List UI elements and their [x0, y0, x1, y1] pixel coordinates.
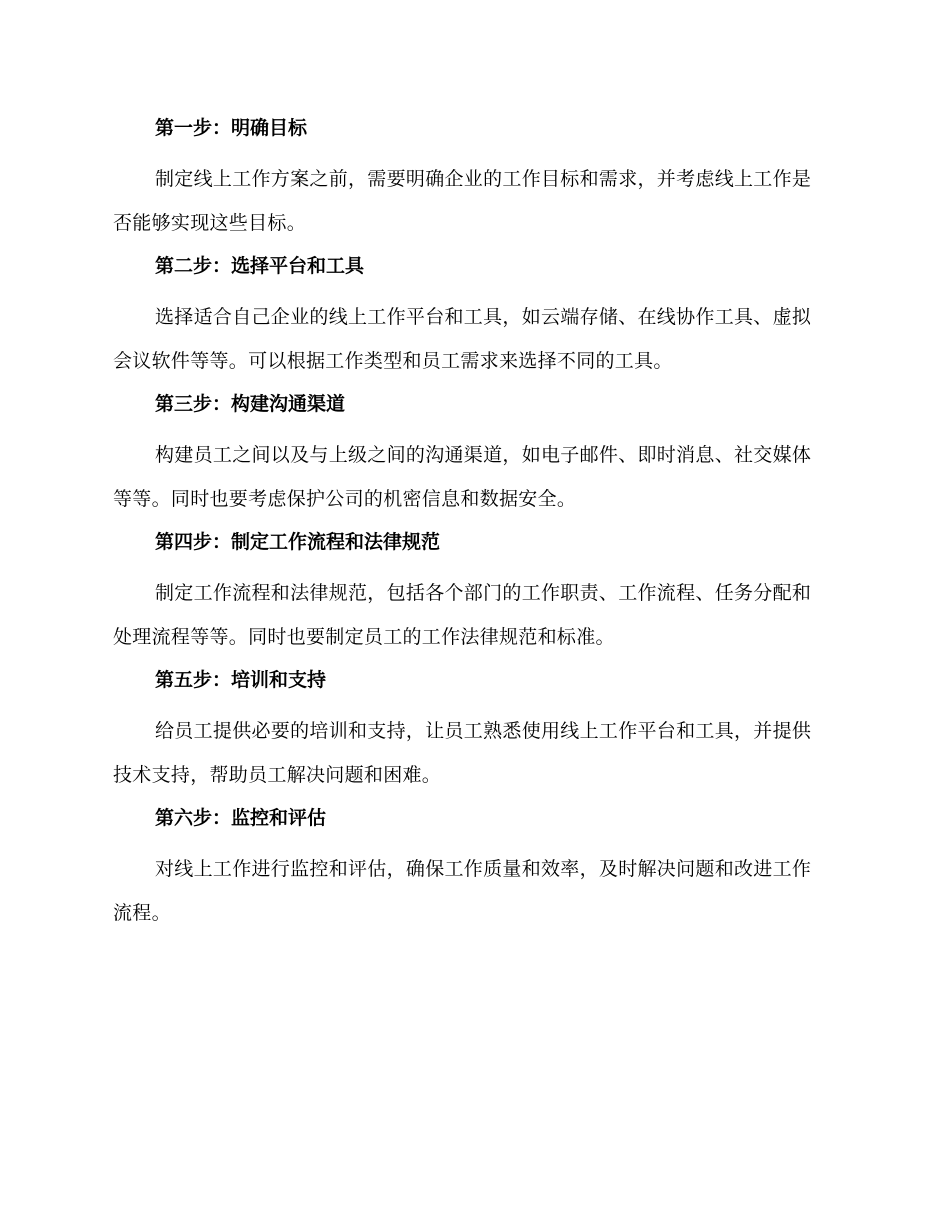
step-heading: 第五步：培训和支持	[155, 669, 327, 691]
step-section-4	[113, 527, 830, 659]
step-paragraph: 构建员工之间以及与上级之间的沟通渠道，如电子邮件、即时消息、社交媒体等等。同时也要考虑保护公司的机密信息和数据安全。	[113, 444, 812, 510]
step-section-3	[113, 389, 830, 521]
step-heading: 第四步：制定工作流程和法律规范	[155, 531, 441, 553]
step-heading: 第一步：明确目标	[155, 117, 308, 139]
step-heading: 第六步：监控和评估	[155, 807, 327, 829]
step-paragraph: 制定线上工作方案之前，需要明确企业的工作目标和需求，并考虑线上工作是否能够实现这些目标。	[113, 168, 812, 234]
step-paragraph: 选择适合自己企业的线上工作平台和工具，如云端存储、在线协作工具、虚拟会议软件等等。可以根据工作类型和员工需求来选择不同的工具。	[113, 306, 812, 372]
step-section-5	[113, 665, 830, 797]
document-page	[113, 113, 830, 941]
step-heading: 第三步：构建沟通渠道	[155, 393, 346, 415]
step-paragraph: 制定工作流程和法律规范，包括各个部门的工作职责、工作流程、任务分配和处理流程等等。同时也要制定员工的工作法律规范和标准。	[113, 582, 812, 648]
step-heading: 第二步：选择平台和工具	[155, 255, 365, 277]
step-section-6	[113, 803, 830, 935]
step-section-1	[113, 113, 830, 245]
step-paragraph: 给员工提供必要的培训和支持，让员工熟悉使用线上工作平台和工具，并提供技术支持，帮助员工解决问题和困难。	[113, 720, 812, 786]
step-section-2	[113, 251, 830, 383]
step-paragraph: 对线上工作进行监控和评估，确保工作质量和效率，及时解决问题和改进工作流程。	[113, 858, 812, 924]
